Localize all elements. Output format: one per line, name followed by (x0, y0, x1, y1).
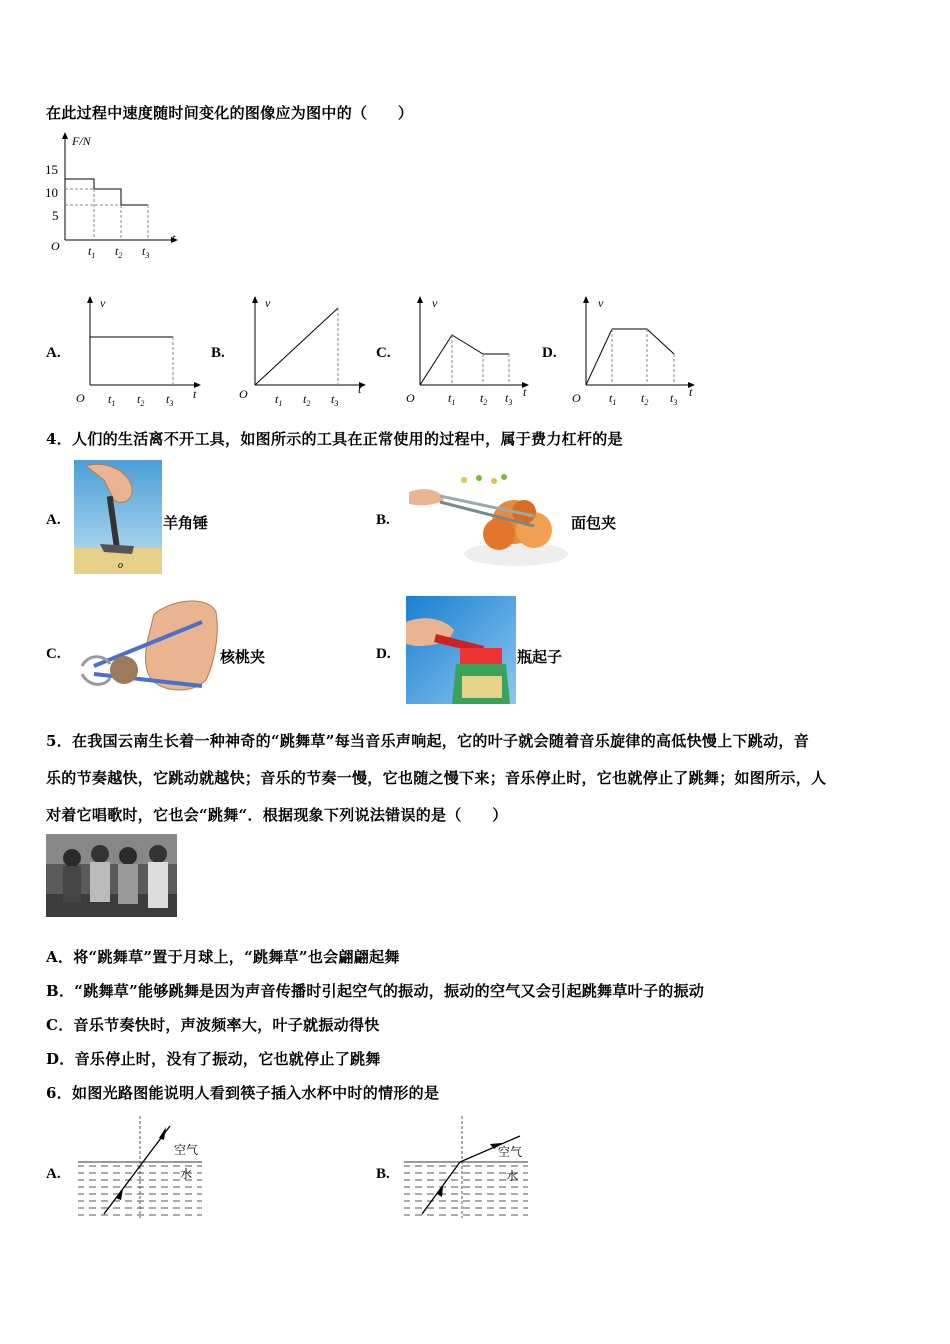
svg-text:t1: $t_1$ (448, 391, 456, 407)
svg-text:t2: $t_2$ (641, 391, 649, 407)
svg-text:t2: $t_2$ (303, 392, 311, 407)
q4-option-d-letter[interactable]: D. (376, 646, 391, 662)
force-axis-label: F/N (72, 134, 91, 148)
water-label: 水 (180, 1167, 193, 1181)
q3-option-b-graph[interactable] (235, 292, 370, 407)
q3-option-b-letter[interactable]: B. (211, 345, 225, 361)
origin-label: O (51, 239, 60, 253)
force-x-label: t (172, 231, 176, 245)
svg-text:v: v (432, 296, 438, 310)
svg-text:O: O (406, 391, 415, 405)
q6-stem: 6．如图光路图能说明人看到筷子插入水杯中时的情形的是 (46, 1084, 440, 1102)
q5-stem-line-2: 乐的节奏越快，它跳动就越快；音乐的节奏一慢，它也随之慢下来；音乐停止时，它也就停止了跳舞；如图所示，人 (46, 769, 827, 787)
q5-option-b[interactable]: B．“跳舞草”能够跳舞是因为声音传播时引起空气的振动，振动的空气又会引起跳舞草叶子的振动 (46, 982, 705, 1000)
q4-option-a-label: 羊角锤 (163, 514, 209, 532)
svg-text:t: t (689, 385, 693, 399)
svg-text:v: v (265, 296, 271, 310)
q5-stem-line-1: 5．在我国云南生长着一种神奇的“跳舞草”每当音乐声响起，它的叶子就会随着音乐旋律的高低快慢上下跳动，音 (46, 732, 809, 750)
force-time-graph (40, 128, 190, 263)
svg-text:O: O (572, 391, 581, 405)
xtick-t1: $t_1$ (88, 244, 96, 260)
q3-option-c-graph[interactable] (400, 292, 535, 407)
dancing-grass-photo (46, 834, 177, 917)
svg-text:t2: $t_2$ (137, 392, 145, 407)
nutcracker-image[interactable] (74, 594, 220, 706)
svg-text:t: t (523, 385, 527, 399)
svg-text:t3: $t_3$ (505, 391, 513, 407)
q5-option-d[interactable]: D．音乐停止时，没有了振动，它也就停止了跳舞 (46, 1050, 381, 1068)
svg-text:v: v (100, 296, 106, 310)
svg-text:t3: $t_3$ (166, 392, 174, 407)
q3-option-a-graph[interactable] (70, 292, 205, 407)
bread-tongs-image[interactable] (404, 472, 570, 570)
q3-option-d-graph[interactable] (566, 292, 701, 407)
xtick-t2: $t_2$ (115, 244, 123, 260)
svg-text:t1: $t_1$ (609, 391, 617, 407)
svg-text:t: t (358, 382, 362, 396)
q4-option-c-label: 核桃夹 (220, 648, 266, 666)
svg-text:v: v (598, 296, 604, 310)
ytick-10: 10 (45, 185, 58, 200)
bottle-opener-image[interactable] (406, 596, 516, 704)
q3-option-d-letter[interactable]: D. (542, 345, 557, 361)
q4-option-a-letter[interactable]: A. (46, 512, 61, 528)
q5-stem-line-3: 对着它唱歌时，它也会“跳舞“．根据现象下列说法错误的是（ ） (46, 806, 508, 824)
xtick-t3: $t_3$ (142, 244, 150, 260)
svg-text:t3: $t_3$ (670, 391, 678, 407)
q4-stem: 4．人们的生活离不开工具，如图所示的工具在正常使用的过程中，属于费力杠杆的是 (46, 430, 623, 448)
q3-option-a-letter[interactable]: A. (46, 345, 61, 361)
svg-text:t1: $t_1$ (108, 392, 116, 407)
svg-text:O: O (239, 387, 248, 401)
force-steps (65, 179, 148, 205)
air-label-b: 空气 (498, 1145, 523, 1159)
q6-option-b-letter[interactable]: B. (376, 1166, 390, 1182)
svg-text:t: t (193, 387, 197, 401)
hammer-pivot-label: o (118, 560, 123, 571)
svg-text:O: O (76, 391, 85, 405)
q4-option-c-letter[interactable]: C. (46, 646, 61, 662)
q3-option-c-letter[interactable]: C. (376, 345, 391, 361)
water-label-b: 水 (506, 1169, 519, 1183)
ytick-5: 5 (52, 208, 59, 223)
svg-text:t2: $t_2$ (480, 391, 488, 407)
q3-stem: 在此过程中速度随时间变化的图像应为图中的（ ） (46, 104, 414, 122)
ytick-15: 15 (45, 162, 58, 177)
q5-option-a[interactable]: A．将“跳舞草”置于月球上，“跳舞草”也会翩翩起舞 (46, 948, 400, 966)
q6-option-a-diagram[interactable] (76, 1114, 206, 1222)
svg-text:t1: $t_1$ (275, 392, 283, 407)
q5-option-c[interactable]: C．音乐节奏快时，声波频率大，叶子就振动得快 (46, 1016, 380, 1034)
air-label: 空气 (174, 1143, 199, 1157)
claw-hammer-image[interactable] (74, 460, 162, 574)
q4-option-b-letter[interactable]: B. (376, 512, 390, 528)
q6-option-b-diagram[interactable] (402, 1114, 532, 1222)
svg-text:t3: $t_3$ (331, 392, 339, 407)
q4-option-b-label: 面包夹 (571, 514, 617, 532)
q4-option-d-label: 瓶起子 (517, 648, 563, 666)
q6-option-a-letter[interactable]: A. (46, 1166, 61, 1182)
